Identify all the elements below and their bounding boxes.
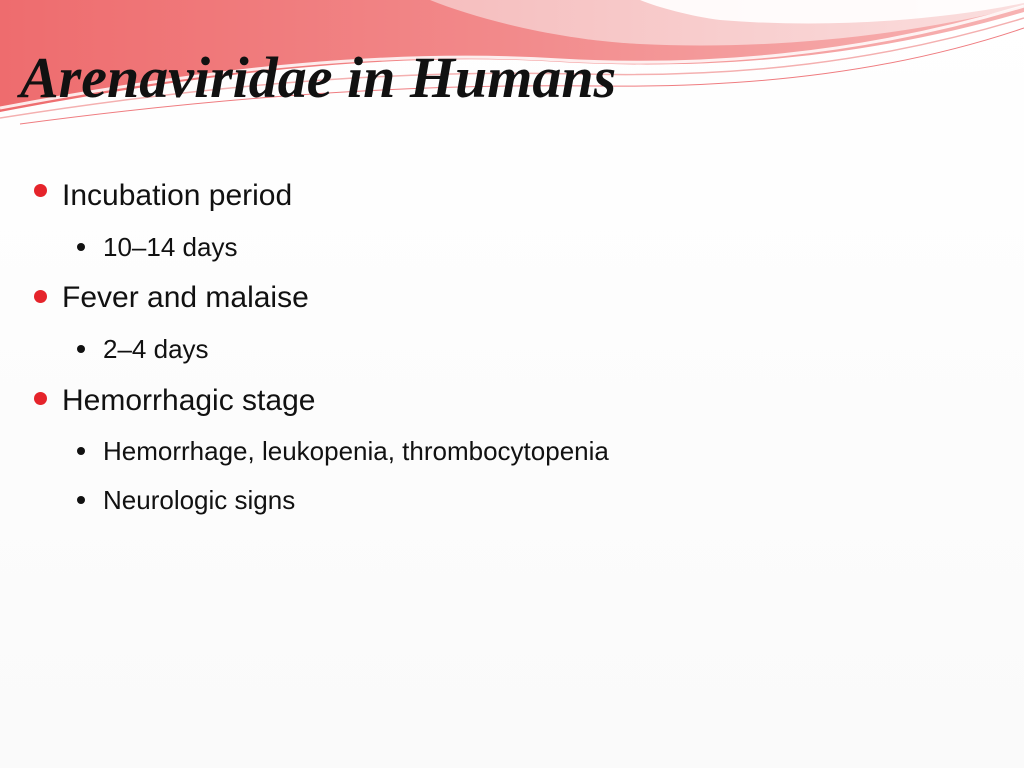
sub-bullet-dot-icon <box>77 496 85 504</box>
sub-bullet-dot-icon <box>77 243 85 251</box>
bullet-dot-icon <box>34 184 47 197</box>
sub-bullet-dot-icon <box>77 345 85 353</box>
bullet-fever-and-malaise: Fever and malaise <box>62 281 309 314</box>
bullet-dot-icon <box>34 290 47 303</box>
bullet-hemorrhagic-stage: Hemorrhagic stage <box>62 384 316 417</box>
bullet-dot-icon <box>34 392 47 405</box>
sub-bullet-incubation-days: 10–14 days <box>103 232 238 262</box>
slide-title: Arenaviridae in Humans <box>20 45 617 110</box>
sub-bullet-hemorrhage-signs: Hemorrhage, leukopenia, thrombocytopenia <box>103 436 609 466</box>
sub-bullet-fever-days: 2–4 days <box>103 334 209 364</box>
sub-bullet-dot-icon <box>77 447 85 455</box>
bullet-incubation-period: Incubation period <box>62 179 293 212</box>
sub-bullet-neurologic-signs: Neurologic signs <box>103 485 296 515</box>
